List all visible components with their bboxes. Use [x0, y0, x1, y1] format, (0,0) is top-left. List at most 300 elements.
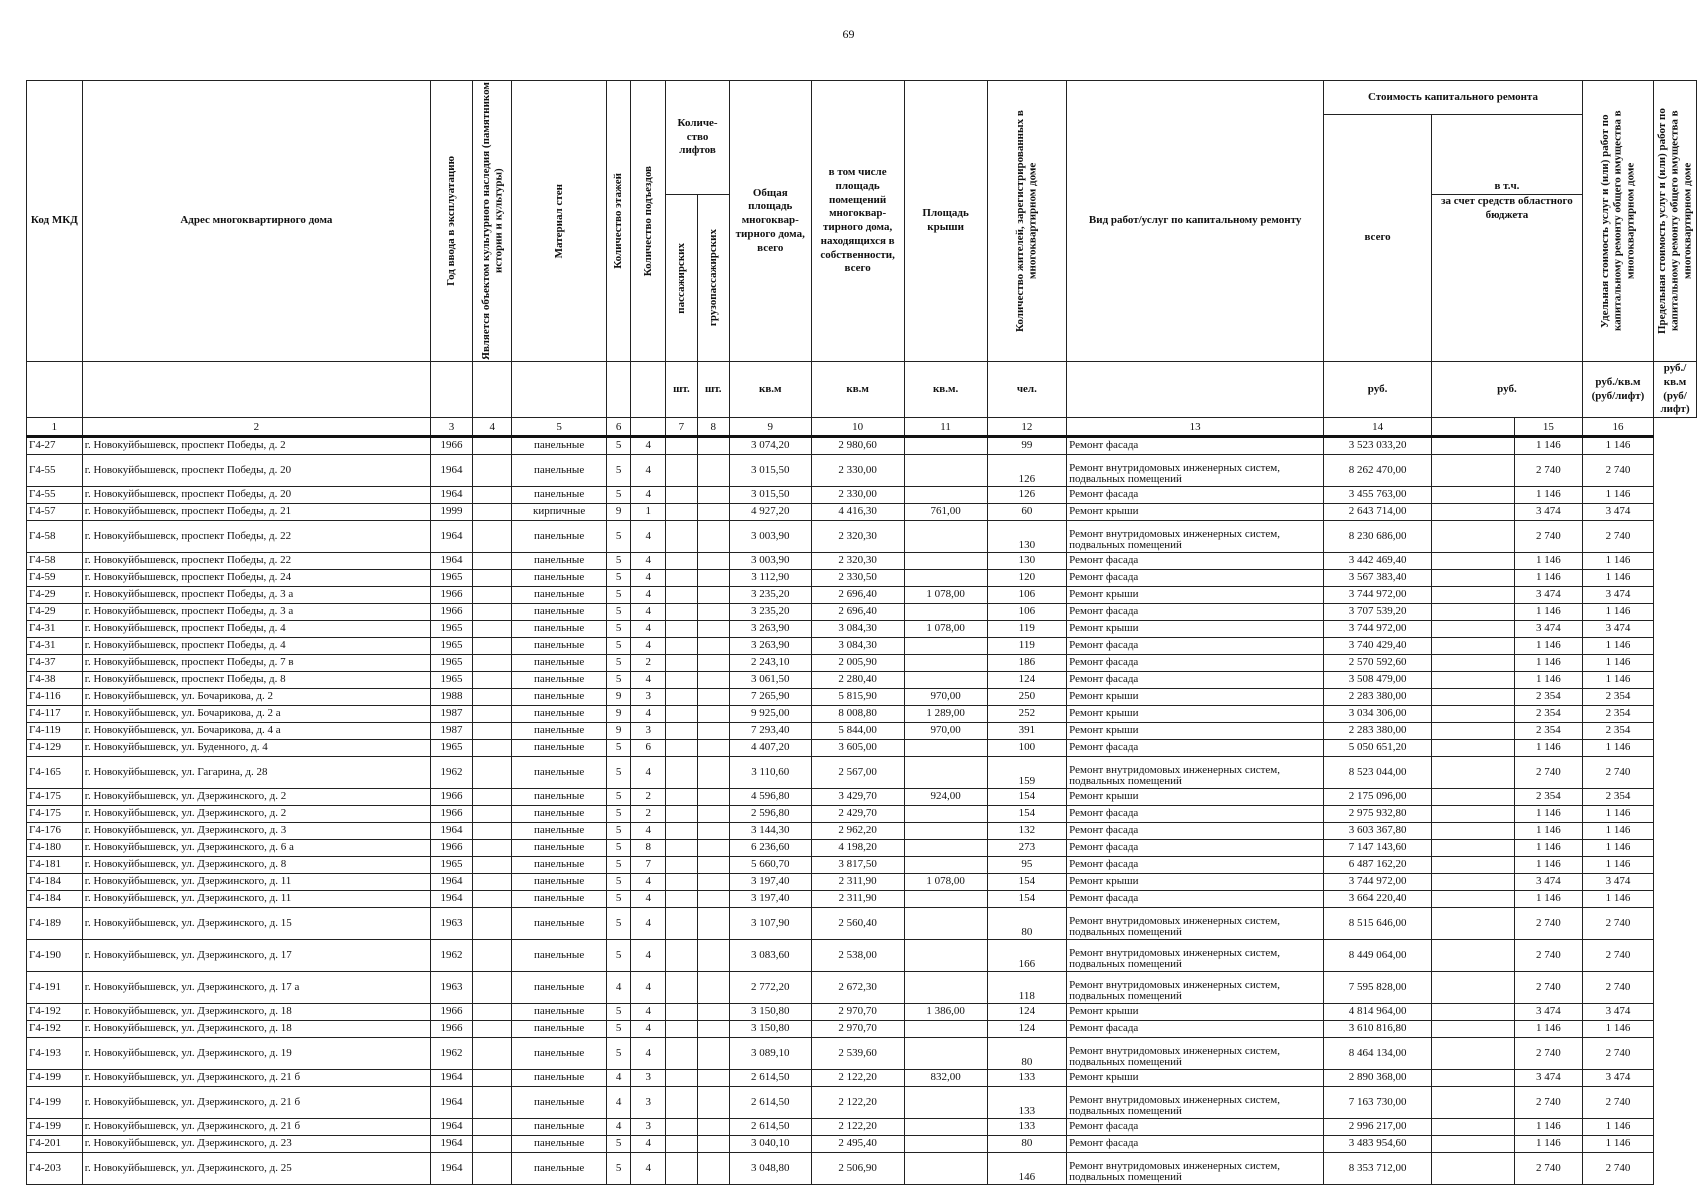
column-number: [631, 418, 666, 437]
cell-kod: Г4-29: [27, 587, 83, 604]
cell-roof-area: 1 289,00: [904, 706, 987, 723]
cell-lifts-cargo: [697, 1070, 729, 1087]
cell-owned-area: 2 567,00: [811, 757, 904, 789]
cell-kod: Г4-31: [27, 621, 83, 638]
cell-cost-regional: [1432, 823, 1515, 840]
cell-walls: панельные: [512, 455, 606, 487]
cell-residents: 126: [987, 455, 1067, 487]
cell-heritage: [473, 940, 512, 972]
column-number: [1432, 418, 1515, 437]
cell-lifts-cargo: [697, 740, 729, 757]
cell-heritage: [473, 553, 512, 570]
unit-rub-sqm: руб./кв.м (руб/лифт): [1654, 362, 1697, 418]
cell-entrances: 2: [631, 789, 666, 806]
cell-walls: панельные: [512, 570, 606, 587]
cell-limit-cost: 2 740: [1582, 455, 1653, 487]
cell-lifts-cargo: [697, 553, 729, 570]
cell-total-area: 6 236,60: [729, 840, 811, 857]
cell-residents: 118: [987, 972, 1067, 1004]
cell-cost-regional: [1432, 740, 1515, 757]
cell-floors: 5: [606, 740, 631, 757]
cell-lifts-cargo: [697, 587, 729, 604]
cell-walls: панельные: [512, 972, 606, 1004]
cell-entrances: 3: [631, 723, 666, 740]
cell-floors: 5: [606, 638, 631, 655]
cell-cost-total: 2 975 932,80: [1324, 806, 1432, 823]
cell-lifts-passenger: [666, 689, 697, 706]
cell-owned-area: 4 198,20: [811, 840, 904, 857]
cell-walls: панельные: [512, 672, 606, 689]
cell-roof-area: [904, 857, 987, 874]
table-row: [27, 1136, 1697, 1153]
cell-work-type: Ремонт крыши: [1067, 789, 1324, 806]
table-row: [27, 504, 1697, 521]
cell-year: 1964: [431, 521, 473, 553]
cell-walls: панельные: [512, 1136, 606, 1153]
cell-total-area: 3 235,20: [729, 604, 811, 621]
cell-cost-total: 3 523 033,20: [1324, 437, 1432, 455]
cell-residents: 130: [987, 521, 1067, 553]
cell-roof-area: [904, 840, 987, 857]
cell-limit-cost: 3 474: [1582, 1070, 1653, 1087]
cell-unit-cost: 3 474: [1514, 1004, 1582, 1021]
cell-limit-cost: 2 354: [1582, 689, 1653, 706]
cell-lifts-cargo: [697, 437, 729, 455]
cell-owned-area: 5 844,00: [811, 723, 904, 740]
cell-limit-cost: 3 474: [1582, 504, 1653, 521]
cell-entrances: 4: [631, 521, 666, 553]
cell-address: г. Новокуйбышевск, проспект Победы, д. 20: [82, 455, 430, 487]
cell-unit-cost: 2 740: [1514, 908, 1582, 940]
cell-residents: 119: [987, 638, 1067, 655]
cell-work-type: Ремонт фасада: [1067, 487, 1324, 504]
cell-year: 1966: [431, 604, 473, 621]
table-row: [27, 908, 1697, 940]
cell-address: г. Новокуйбышевск, ул. Дзержинского, д. 21 б: [82, 1070, 430, 1087]
cell-cost-regional: [1432, 689, 1515, 706]
table-row: [27, 840, 1697, 857]
cell-walls: панельные: [512, 840, 606, 857]
table-row: [27, 1153, 1697, 1185]
cell-owned-area: 3 084,30: [811, 621, 904, 638]
header-cost: Стоимость капитального ремонта: [1324, 81, 1583, 115]
cell-cost-total: 3 707 539,20: [1324, 604, 1432, 621]
cell-residents: 146: [987, 1153, 1067, 1185]
cell-cost-regional: [1432, 908, 1515, 940]
column-number: 16: [1582, 418, 1653, 437]
header-cost-total: всего: [1324, 115, 1432, 362]
cell-limit-cost: 2 354: [1582, 706, 1653, 723]
cell-year: 1962: [431, 1038, 473, 1070]
cell-total-area: 4 407,20: [729, 740, 811, 757]
cell-roof-area: [904, 940, 987, 972]
cell-walls: панельные: [512, 1119, 606, 1136]
cell-floors: 5: [606, 655, 631, 672]
cell-walls: панельные: [512, 857, 606, 874]
cell-residents: 126: [987, 487, 1067, 504]
cell-cost-regional: [1432, 757, 1515, 789]
cell-address: г. Новокуйбышевск, проспект Победы, д. 22: [82, 553, 430, 570]
cell-unit-cost: 2 354: [1514, 789, 1582, 806]
cell-cost-total: 7 147 143,60: [1324, 840, 1432, 857]
cell-lifts-passenger: [666, 874, 697, 891]
cell-unit-cost: 1 146: [1514, 740, 1582, 757]
cell-lifts-cargo: [697, 789, 729, 806]
cell-entrances: 4: [631, 874, 666, 891]
cell-cost-total: 5 050 651,20: [1324, 740, 1432, 757]
cell-cost-total: 3 744 972,00: [1324, 587, 1432, 604]
cell-lifts-cargo: [697, 521, 729, 553]
cell-total-area: 3 089,10: [729, 1038, 811, 1070]
cell-floors: 5: [606, 857, 631, 874]
cell-cost-total: 2 283 380,00: [1324, 723, 1432, 740]
cell-unit-cost: 1 146: [1514, 891, 1582, 908]
cell-limit-cost: 2 740: [1582, 1087, 1653, 1119]
cell-cost-regional: [1432, 1038, 1515, 1070]
cell-walls: панельные: [512, 604, 606, 621]
cell-cost-regional: [1432, 437, 1515, 455]
cell-roof-area: [904, 757, 987, 789]
cell-cost-total: 3 664 220,40: [1324, 891, 1432, 908]
cell-cost-regional: [1432, 604, 1515, 621]
cell-lifts-cargo: [697, 723, 729, 740]
cell-heritage: [473, 723, 512, 740]
header-work-type: Вид работ/услуг по капитальному ремонту: [1067, 81, 1324, 362]
cell-limit-cost: 1 146: [1582, 437, 1653, 455]
cell-residents: 124: [987, 1021, 1067, 1038]
cell-total-area: 2 614,50: [729, 1087, 811, 1119]
cell-roof-area: [904, 823, 987, 840]
cell-limit-cost: 1 146: [1582, 638, 1653, 655]
cell-year: 1964: [431, 1119, 473, 1136]
cell-roof-area: [904, 891, 987, 908]
cell-floors: 5: [606, 521, 631, 553]
cell-heritage: [473, 740, 512, 757]
cell-cost-regional: [1432, 1119, 1515, 1136]
column-number: 12: [987, 418, 1067, 437]
cell-work-type: Ремонт крыши: [1067, 1004, 1324, 1021]
cell-year: 1987: [431, 723, 473, 740]
cell-limit-cost: 2 740: [1582, 1153, 1653, 1185]
column-number: 14: [1324, 418, 1432, 437]
cell-total-area: 2 772,20: [729, 972, 811, 1004]
cell-walls: панельные: [512, 1070, 606, 1087]
column-number: 1: [27, 418, 83, 437]
cell-work-type: Ремонт фасада: [1067, 655, 1324, 672]
cell-roof-area: 1 078,00: [904, 874, 987, 891]
cell-roof-area: [904, 1136, 987, 1153]
cell-residents: 106: [987, 604, 1067, 621]
table-row: [27, 455, 1697, 487]
cell-total-area: 3 110,60: [729, 757, 811, 789]
cell-floors: 5: [606, 672, 631, 689]
cell-address: г. Новокуйбышевск, ул. Дзержинского, д. 11: [82, 874, 430, 891]
cell-total-area: 9 925,00: [729, 706, 811, 723]
cell-lifts-passenger: [666, 638, 697, 655]
cell-lifts-cargo: [697, 1153, 729, 1185]
cell-limit-cost: 1 146: [1582, 806, 1653, 823]
table-row: [27, 638, 1697, 655]
cell-kod: Г4-38: [27, 672, 83, 689]
unit-pcs: шт.: [697, 362, 729, 418]
header-heritage: Является объектом культурного наследия (памятником истории и культуры): [479, 82, 505, 360]
table-row: [27, 740, 1697, 757]
cell-floors: 5: [606, 587, 631, 604]
cell-entrances: 4: [631, 604, 666, 621]
cell-lifts-passenger: [666, 723, 697, 740]
cell-lifts-passenger: [666, 587, 697, 604]
cell-address: г. Новокуйбышевск, ул. Бочарикова, д. 2: [82, 689, 430, 706]
cell-owned-area: 2 330,00: [811, 487, 904, 504]
cell-residents: 252: [987, 706, 1067, 723]
cell-unit-cost: 2 740: [1514, 940, 1582, 972]
cell-floors: 5: [606, 940, 631, 972]
cell-heritage: [473, 789, 512, 806]
cell-walls: панельные: [512, 757, 606, 789]
cell-owned-area: 3 084,30: [811, 638, 904, 655]
cell-unit-cost: 1 146: [1514, 1021, 1582, 1038]
table-row: [27, 723, 1697, 740]
cell-address: г. Новокуйбышевск, ул. Дзержинского, д. 6 а: [82, 840, 430, 857]
cell-work-type: Ремонт внутридомовых инженерных систем, подвальных помещений: [1067, 1087, 1324, 1119]
cell-total-area: 3 150,80: [729, 1004, 811, 1021]
cell-year: 1964: [431, 823, 473, 840]
cell-lifts-passenger: [666, 706, 697, 723]
cell-roof-area: [904, 570, 987, 587]
cell-year: 1964: [431, 455, 473, 487]
cell-lifts-passenger: [666, 789, 697, 806]
cell-floors: 5: [606, 874, 631, 891]
cell-address: г. Новокуйбышевск, проспект Победы, д. 20: [82, 487, 430, 504]
column-number: 7: [666, 418, 697, 437]
table-row: [27, 672, 1697, 689]
cell-residents: 133: [987, 1070, 1067, 1087]
table-row: [27, 570, 1697, 587]
cell-cost-total: 3 508 479,00: [1324, 672, 1432, 689]
cell-residents: 99: [987, 437, 1067, 455]
column-number: 15: [1514, 418, 1582, 437]
cell-cost-total: 7 163 730,00: [1324, 1087, 1432, 1119]
cell-floors: 4: [606, 1087, 631, 1119]
column-number: 9: [729, 418, 811, 437]
cell-cost-total: 7 595 828,00: [1324, 972, 1432, 1004]
cell-owned-area: 3 429,70: [811, 789, 904, 806]
cell-lifts-cargo: [697, 940, 729, 972]
cell-roof-area: [904, 1038, 987, 1070]
cell-limit-cost: 1 146: [1582, 487, 1653, 504]
cell-unit-cost: 2 740: [1514, 972, 1582, 1004]
cell-address: г. Новокуйбышевск, ул. Дзержинского, д. 11: [82, 891, 430, 908]
cell-address: г. Новокуйбышевск, ул. Дзержинского, д. 25: [82, 1153, 430, 1185]
cell-residents: 80: [987, 1136, 1067, 1153]
cell-cost-total: 2 570 592,60: [1324, 655, 1432, 672]
table-row: [27, 621, 1697, 638]
cell-lifts-passenger: [666, 1070, 697, 1087]
cell-floors: 9: [606, 723, 631, 740]
cell-lifts-passenger: [666, 504, 697, 521]
cell-walls: панельные: [512, 789, 606, 806]
cell-unit-cost: 3 474: [1514, 621, 1582, 638]
cell-kod: Г4-29: [27, 604, 83, 621]
cell-residents: 159: [987, 757, 1067, 789]
cell-residents: 273: [987, 840, 1067, 857]
cell-work-type: Ремонт крыши: [1067, 587, 1324, 604]
cell-year: 1962: [431, 757, 473, 789]
cell-kod: Г4-199: [27, 1119, 83, 1136]
cell-walls: панельные: [512, 891, 606, 908]
cell-cost-regional: [1432, 655, 1515, 672]
cell-total-area: 3 144,30: [729, 823, 811, 840]
cell-cost-regional: [1432, 570, 1515, 587]
cell-address: г. Новокуйбышевск, ул. Буденного, д. 4: [82, 740, 430, 757]
cell-work-type: Ремонт внутридомовых инженерных систем, подвальных помещений: [1067, 1153, 1324, 1185]
cell-cost-total: 3 740 429,40: [1324, 638, 1432, 655]
cell-work-type: Ремонт фасада: [1067, 857, 1324, 874]
cell-walls: панельные: [512, 689, 606, 706]
cell-lifts-passenger: [666, 1021, 697, 1038]
cell-residents: 132: [987, 823, 1067, 840]
cell-total-area: 2 596,80: [729, 806, 811, 823]
cell-lifts-passenger: [666, 1038, 697, 1070]
cell-heritage: [473, 823, 512, 840]
cell-entrances: 4: [631, 940, 666, 972]
cell-unit-cost: 2 740: [1514, 1038, 1582, 1070]
cell-cost-regional: [1432, 1153, 1515, 1185]
cell-total-area: 3 048,80: [729, 1153, 811, 1185]
cell-owned-area: 4 416,30: [811, 504, 904, 521]
cell-cost-regional: [1432, 638, 1515, 655]
cell-year: 1966: [431, 437, 473, 455]
cell-roof-area: 832,00: [904, 1070, 987, 1087]
cell-cost-total: 3 483 954,60: [1324, 1136, 1432, 1153]
cell-walls: панельные: [512, 1038, 606, 1070]
column-number: 8: [697, 418, 729, 437]
cell-entrances: 4: [631, 1004, 666, 1021]
cell-roof-area: [904, 437, 987, 455]
cell-walls: панельные: [512, 621, 606, 638]
cell-owned-area: 2 122,20: [811, 1070, 904, 1087]
cell-cost-total: 8 230 686,00: [1324, 521, 1432, 553]
cell-cost-total: 3 744 972,00: [1324, 621, 1432, 638]
cell-work-type: Ремонт внутридомовых инженерных систем, подвальных помещений: [1067, 972, 1324, 1004]
cell-walls: панельные: [512, 806, 606, 823]
cell-work-type: Ремонт фасада: [1067, 740, 1324, 757]
cell-kod: Г4-175: [27, 806, 83, 823]
table-row: [27, 1070, 1697, 1087]
cell-cost-total: 8 515 646,00: [1324, 908, 1432, 940]
cell-owned-area: 2 962,20: [811, 823, 904, 840]
cell-total-area: 2 243,10: [729, 655, 811, 672]
cell-entrances: 4: [631, 891, 666, 908]
header-floors: Количество этажей: [612, 173, 625, 269]
cell-work-type: Ремонт фасада: [1067, 672, 1324, 689]
cell-address: г. Новокуйбышевск, проспект Победы, д. 2: [82, 437, 430, 455]
cell-lifts-passenger: [666, 757, 697, 789]
cell-residents: 95: [987, 857, 1067, 874]
cell-limit-cost: 2 740: [1582, 757, 1653, 789]
cell-unit-cost: 1 146: [1514, 840, 1582, 857]
cell-entrances: 4: [631, 1021, 666, 1038]
cell-kod: Г4-190: [27, 940, 83, 972]
cell-cost-regional: [1432, 455, 1515, 487]
cell-limit-cost: 1 146: [1582, 1021, 1653, 1038]
cell-residents: 186: [987, 655, 1067, 672]
cell-floors: 5: [606, 823, 631, 840]
cell-heritage: [473, 908, 512, 940]
column-number: 6: [606, 418, 631, 437]
cell-lifts-cargo: [697, 1004, 729, 1021]
cell-owned-area: 2 005,90: [811, 655, 904, 672]
cell-work-type: Ремонт фасада: [1067, 604, 1324, 621]
cell-lifts-cargo: [697, 1038, 729, 1070]
table-row: [27, 891, 1697, 908]
cell-year: 1966: [431, 806, 473, 823]
cell-walls: кирпичные: [512, 504, 606, 521]
cell-work-type: Ремонт фасада: [1067, 823, 1324, 840]
cell-lifts-passenger: [666, 621, 697, 638]
cell-heritage: [473, 1153, 512, 1185]
cell-walls: панельные: [512, 823, 606, 840]
header-cost-incl: в т.ч.: [1432, 115, 1583, 195]
cell-owned-area: 2 122,20: [811, 1119, 904, 1136]
cell-year: 1965: [431, 570, 473, 587]
cell-residents: 100: [987, 740, 1067, 757]
table-row: [27, 553, 1697, 570]
table-row: [27, 1119, 1697, 1136]
cell-lifts-cargo: [697, 840, 729, 857]
cell-owned-area: 2 970,70: [811, 1004, 904, 1021]
cell-unit-cost: 2 740: [1514, 1153, 1582, 1185]
cell-limit-cost: 1 146: [1582, 672, 1653, 689]
cell-work-type: Ремонт фасада: [1067, 806, 1324, 823]
cell-lifts-cargo: [697, 1021, 729, 1038]
table-row: [27, 940, 1697, 972]
cell-address: г. Новокуйбышевск, ул. Дзержинского, д. 18: [82, 1021, 430, 1038]
cell-floors: 5: [606, 570, 631, 587]
cell-unit-cost: 2 740: [1514, 521, 1582, 553]
cell-address: г. Новокуйбышевск, ул. Дзержинского, д. 17: [82, 940, 430, 972]
unit-sqm: кв.м.: [904, 362, 987, 418]
cell-unit-cost: 2 740: [1514, 455, 1582, 487]
cell-residents: 106: [987, 587, 1067, 604]
cell-unit-cost: 1 146: [1514, 672, 1582, 689]
cell-kod: Г4-31: [27, 638, 83, 655]
cell-address: г. Новокуйбышевск, проспект Победы, д. 3 а: [82, 587, 430, 604]
cell-heritage: [473, 1087, 512, 1119]
cell-cost-regional: [1432, 940, 1515, 972]
cell-entrances: 4: [631, 437, 666, 455]
cell-heritage: [473, 655, 512, 672]
cell-lifts-cargo: [697, 570, 729, 587]
cell-cost-total: 8 523 044,00: [1324, 757, 1432, 789]
cell-entrances: 4: [631, 1136, 666, 1153]
cell-unit-cost: 3 474: [1514, 1070, 1582, 1087]
cell-entrances: 4: [631, 823, 666, 840]
cell-unit-cost: 1 146: [1514, 857, 1582, 874]
cell-lifts-passenger: [666, 823, 697, 840]
cell-kod: Г4-55: [27, 487, 83, 504]
cell-entrances: 4: [631, 757, 666, 789]
cell-residents: 133: [987, 1119, 1067, 1136]
cell-work-type: Ремонт крыши: [1067, 689, 1324, 706]
cell-cost-regional: [1432, 840, 1515, 857]
cell-roof-area: [904, 1153, 987, 1185]
cell-limit-cost: 2 354: [1582, 723, 1653, 740]
cell-floors: 5: [606, 621, 631, 638]
cell-floors: 5: [606, 604, 631, 621]
cell-roof-area: [904, 604, 987, 621]
cell-lifts-passenger: [666, 1136, 697, 1153]
